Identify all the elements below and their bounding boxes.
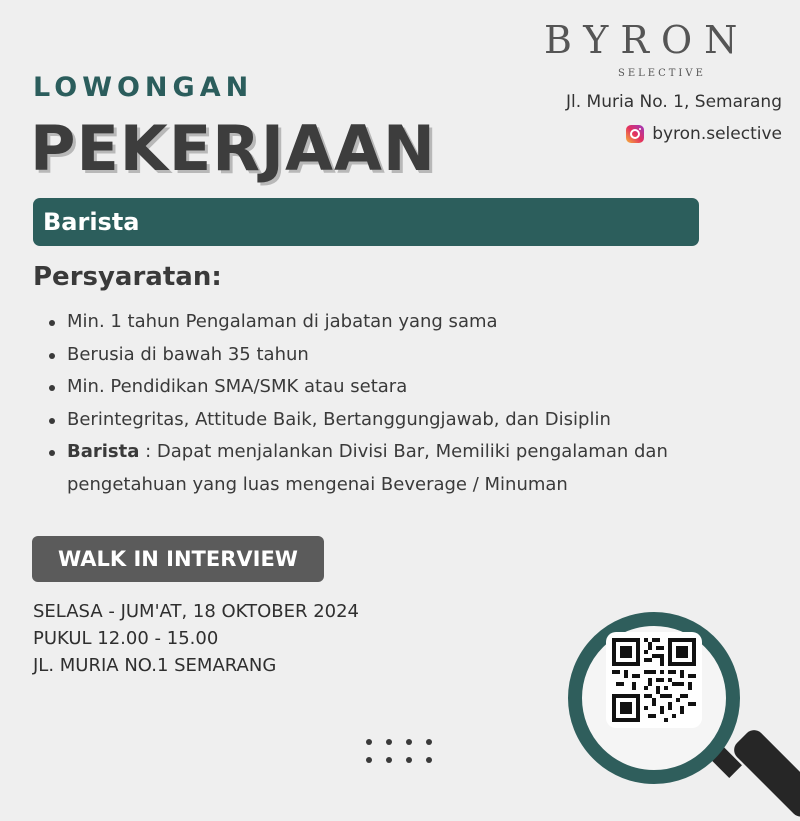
brand-address: Jl. Muria No. 1, Semarang bbox=[566, 92, 782, 112]
instagram-icon bbox=[626, 125, 644, 143]
requirement-item: Berintegritas, Attitude Baik, Bertanggungjawab, dan Disiplin bbox=[47, 404, 737, 437]
requirement-item: Barista : Dapat menjalankan Divisi Bar, Memiliki pengalaman dan pengetahuan yang luas mengenai Beverage / Minuman bbox=[47, 436, 737, 501]
instagram-handle-text: byron.selective bbox=[652, 124, 782, 144]
brand-logo-subtitle: SELECTIVE bbox=[618, 68, 706, 79]
magnifier-handle bbox=[730, 726, 800, 821]
walk-in-interview-label: WALK IN INTERVIEW bbox=[58, 547, 298, 571]
schedule-location: JL. MURIA NO.1 SEMARANG bbox=[33, 655, 277, 676]
headline-pekerjaan: PEKERJAAN bbox=[30, 112, 436, 185]
job-title: Barista bbox=[43, 208, 140, 236]
requirement-item: Min. 1 tahun Pengalaman di jabatan yang sama bbox=[47, 306, 737, 339]
walk-in-interview-banner bbox=[32, 536, 324, 582]
qr-code-icon bbox=[612, 638, 696, 722]
requirements-list bbox=[47, 306, 737, 501]
schedule-date: SELASA - JUM'AT, 18 OKTOBER 2024 bbox=[33, 601, 360, 622]
interview-schedule bbox=[33, 598, 359, 679]
job-title-banner bbox=[33, 198, 699, 246]
requirements-title: Persyaratan: bbox=[33, 262, 222, 292]
requirement-role-label: Barista bbox=[67, 441, 140, 462]
requirement-item: Min. Pendidikan SMA/SMK atau setara bbox=[47, 371, 737, 404]
headline-lowongan: LOWONGAN bbox=[33, 72, 254, 103]
magnifier-qr-graphic bbox=[560, 600, 800, 800]
instagram-handle[interactable] bbox=[626, 124, 782, 144]
schedule-time: PUKUL 12.00 - 15.00 bbox=[33, 628, 219, 649]
qr-code[interactable] bbox=[606, 632, 702, 728]
brand-logo-name: BYRON bbox=[544, 18, 750, 62]
decorative-dots bbox=[364, 735, 436, 765]
requirement-item: Berusia di bawah 35 tahun bbox=[47, 339, 737, 372]
